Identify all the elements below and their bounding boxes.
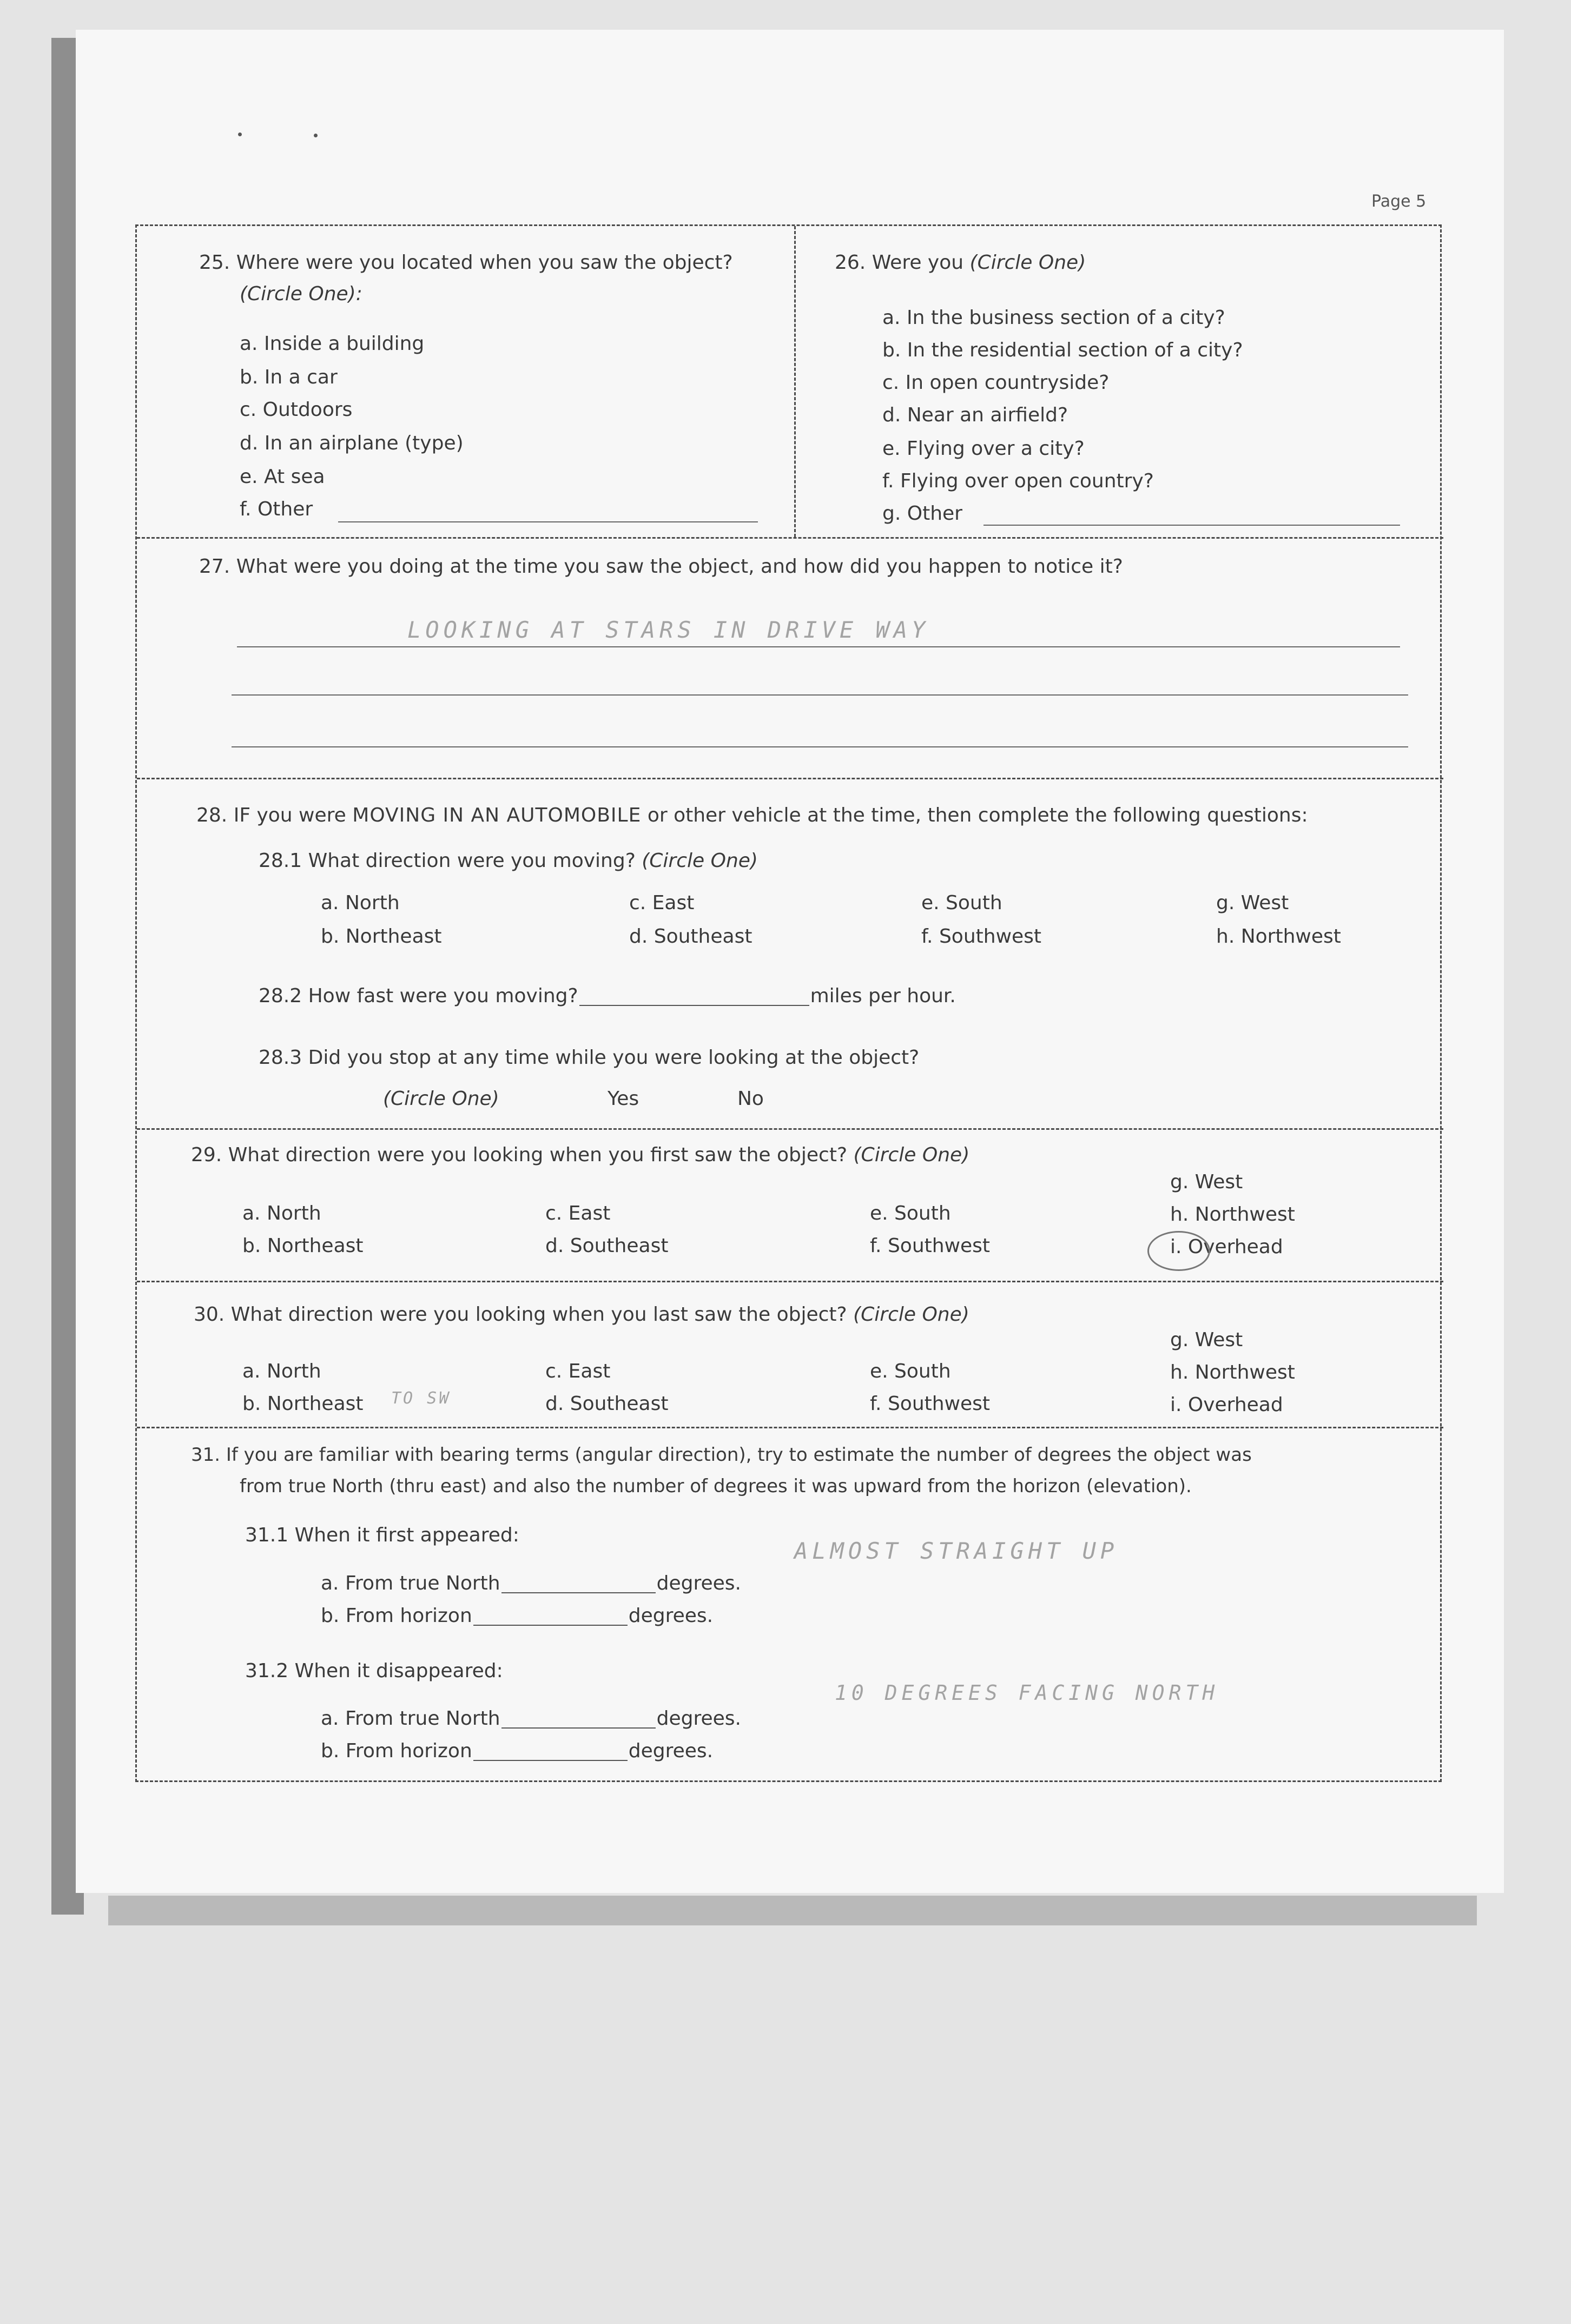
q26-option-e[interactable]: e. Flying over a city?: [882, 438, 1085, 460]
divider-30: [137, 1281, 1443, 1282]
q26-option-f[interactable]: f. Flying over open country?: [882, 470, 1154, 492]
q31-question-line1: 31. If you are familiar with bearing terms (angular direction), try to estimate the number of degrees the object was: [191, 1444, 1252, 1466]
q29-option-h[interactable]: h. Northwest: [1170, 1203, 1295, 1226]
q26-question: 26. Were you (Circle One): [835, 251, 1086, 274]
q31-2-north: a. From true North degrees.: [321, 1707, 741, 1730]
q28-1-question: 28.1 What direction were you moving? (Circle One): [259, 850, 758, 872]
q29-option-f[interactable]: f. Southwest: [870, 1235, 991, 1257]
q28-option-b[interactable]: b. Northeast: [321, 925, 442, 948]
q28-question: 28. IF you were MOVING IN AN AUTOMOBILE or other vehicle at the time, then complete the following questions:: [196, 804, 1308, 826]
speed-field[interactable]: [579, 1005, 809, 1006]
q25-option-e[interactable]: e. At sea: [240, 466, 325, 488]
q31-2-north-field[interactable]: [501, 1727, 656, 1729]
divider-27: [137, 537, 1443, 539]
q30-option-h[interactable]: h. Northwest: [1170, 1361, 1295, 1383]
page-number: Page 5: [1371, 192, 1427, 211]
divider-25-26: [794, 226, 796, 537]
q25-option-f[interactable]: f. Other: [240, 498, 313, 520]
q30-option-a[interactable]: a. North: [242, 1360, 321, 1382]
divider-29: [137, 1128, 1443, 1130]
q30-handwritten-note: TO SW: [391, 1389, 451, 1408]
divider-28: [137, 778, 1443, 779]
q25-option-c[interactable]: c. Outdoors: [240, 399, 353, 421]
scan-shadow-bottom: [108, 1896, 1477, 1925]
q26-option-a[interactable]: a. In the business section of a city?: [882, 307, 1225, 329]
q31-1-horizon: b. From horizon degrees.: [321, 1605, 714, 1627]
speck: [238, 133, 242, 136]
q27-question: 27. What were you doing at the time you saw the object, and how did you happen to notice it?: [199, 555, 1123, 578]
q25-other-field[interactable]: [338, 521, 758, 522]
q28-option-g[interactable]: g. West: [1216, 892, 1289, 914]
q30-option-f[interactable]: f. Southwest: [870, 1393, 991, 1415]
q30-option-b[interactable]: b. Northeast: [242, 1393, 364, 1415]
q28-option-e[interactable]: e. South: [921, 892, 1002, 914]
q30-option-c[interactable]: c. East: [545, 1360, 611, 1382]
q28-option-c[interactable]: c. East: [629, 892, 695, 914]
q31-2-horizon-field[interactable]: [473, 1760, 628, 1761]
q31-handwritten-last: 10 DEGREES FACING NORTH: [835, 1681, 1219, 1705]
speck: [314, 134, 318, 137]
q27-answer-line-2[interactable]: [232, 694, 1408, 696]
q28-3-question: 28.3 Did you stop at any time while you were looking at the object?: [259, 1047, 920, 1069]
q30-option-g[interactable]: g. West: [1170, 1329, 1243, 1351]
q30-option-i[interactable]: i. Overhead: [1170, 1394, 1283, 1416]
q31-1-north-field[interactable]: [501, 1592, 656, 1593]
q28-option-h[interactable]: h. Northwest: [1216, 925, 1341, 948]
q27-answer-line-3[interactable]: [232, 746, 1408, 747]
q30-option-d[interactable]: d. Southeast: [545, 1393, 669, 1415]
q29-option-a[interactable]: a. North: [242, 1202, 321, 1224]
q30-question: 30. What direction were you looking when you last saw the object? (Circle One): [194, 1303, 969, 1326]
q28-3-yes[interactable]: Yes: [608, 1088, 639, 1110]
q31-1-north: a. From true North degrees.: [321, 1572, 741, 1594]
q26-option-b[interactable]: b. In the residential section of a city?: [882, 339, 1243, 361]
q26-option-c[interactable]: c. In open countryside?: [882, 372, 1110, 394]
q30-option-e[interactable]: e. South: [870, 1360, 951, 1382]
q29-option-b[interactable]: b. Northeast: [242, 1235, 364, 1257]
q31-handwritten-first: ALMOST STRAIGHT UP: [794, 1538, 1119, 1564]
q31-2-label: 31.2 When it disappeared:: [245, 1660, 503, 1682]
q25-instruction: (Circle One):: [240, 283, 362, 305]
q25-question: 25. Where were you located when you saw the object?: [199, 251, 733, 274]
q31-2-horizon: b. From horizon degrees.: [321, 1740, 714, 1762]
q29-option-g[interactable]: g. West: [1170, 1171, 1243, 1193]
q27-handwritten-answer: LOOKING AT STARS IN DRIVE WAY: [407, 617, 930, 643]
q29-option-c[interactable]: c. East: [545, 1202, 611, 1224]
q31-1-label: 31.1 When it first appeared:: [245, 1524, 519, 1546]
q29-option-e[interactable]: e. South: [870, 1202, 951, 1224]
q28-2-question: 28.2 How fast were you moving? miles per hour.: [259, 985, 956, 1007]
form-frame: [135, 224, 1442, 1782]
q29-question: 29. What direction were you looking when you first saw the object? (Circle One): [191, 1144, 970, 1166]
q26-option-d[interactable]: d. Near an airfield?: [882, 404, 1068, 426]
q25-option-a[interactable]: a. Inside a building: [240, 333, 425, 355]
q28-3-instruction: (Circle One): [383, 1088, 499, 1110]
q28-3-no[interactable]: No: [737, 1088, 764, 1110]
q26-other-field[interactable]: [983, 525, 1400, 526]
q27-answer-line-1[interactable]: [237, 646, 1400, 647]
q31-question-line2: from true North (thru east) and also the number of degrees it was upward from the horizon (elevation).: [240, 1475, 1192, 1497]
q29-option-i[interactable]: i. Overhead: [1170, 1236, 1283, 1258]
q29-option-d[interactable]: d. Southeast: [545, 1235, 669, 1257]
q28-option-a[interactable]: a. North: [321, 892, 400, 914]
q25-option-d[interactable]: d. In an airplane (type): [240, 432, 464, 454]
q31-1-horizon-field[interactable]: [473, 1625, 628, 1626]
divider-31: [137, 1427, 1443, 1428]
q26-option-g[interactable]: g. Other: [882, 502, 962, 525]
q25-option-b[interactable]: b. In a car: [240, 366, 338, 388]
q28-option-f[interactable]: f. Southwest: [921, 925, 1042, 948]
q28-option-d[interactable]: d. Southeast: [629, 925, 753, 948]
q29-selected-circle-mark: [1147, 1231, 1210, 1271]
